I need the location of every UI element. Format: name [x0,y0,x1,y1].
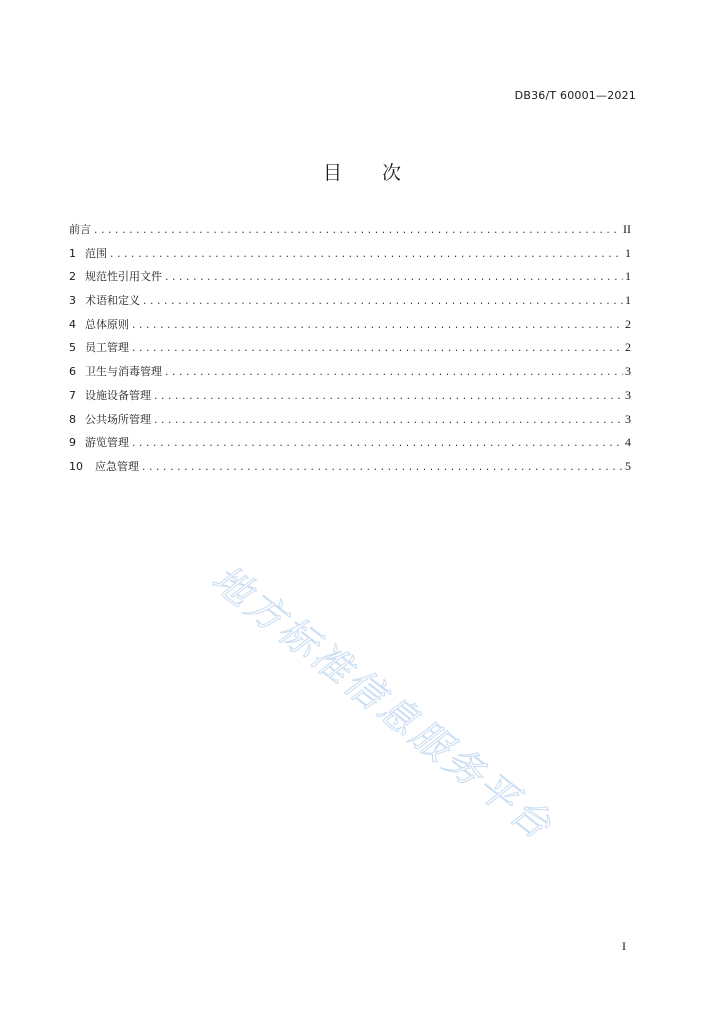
toc-leader-dots [153,392,623,402]
page-number: I [622,939,626,953]
toc-entry-number: 8 [69,412,76,426]
toc-entry-emergency-management[interactable] [69,458,631,482]
toc-entry-page: 1 [625,293,631,308]
toc-entry-label: 设施设备管理 [85,388,151,402]
toc-entry-page: 3 [625,411,631,426]
toc-entry-page: 1 [625,269,631,284]
toc-entry-number: 5 [69,341,76,355]
toc-entry-page: 3 [625,364,631,379]
toc-entry-number: 7 [69,388,76,402]
toc-entry-facility-management[interactable] [69,387,631,411]
toc-heading-char-1: 目 [322,162,342,184]
toc-entry-number: 2 [69,270,76,284]
toc-entry-scope[interactable] [69,245,631,269]
toc-entry-page: 4 [625,435,631,450]
toc-leader-dots [109,250,623,260]
toc-leader-dots [164,368,623,378]
toc-entry-general-principles[interactable] [69,316,631,340]
table-of-contents [69,221,631,482]
toc-leader-dots [93,226,621,236]
toc-leader-dots [131,321,623,331]
toc-entry-staff-management[interactable] [69,339,631,363]
toc-leader-dots [131,344,623,354]
toc-entry-hygiene-disinfection[interactable] [69,363,631,387]
toc-entry-page: 2 [625,316,631,331]
toc-entry-number: 4 [69,317,76,331]
toc-entry-label: 游览管理 [85,436,129,450]
toc-heading [0,158,724,185]
toc-entry-page: 3 [625,387,631,402]
toc-leader-dots [142,297,623,307]
document-code: DB36/T 60001—2021 [514,89,636,102]
toc-entry-number: 9 [69,436,76,450]
toc-entry-number: 1 [69,246,76,260]
toc-entry-number: 6 [69,365,76,379]
toc-entry-label: 前言 [69,223,91,236]
toc-leader-dots [131,439,623,449]
toc-entry-preface[interactable] [69,221,631,245]
toc-entry-label: 规范性引用文件 [85,270,162,284]
toc-entry-label: 范围 [85,246,107,260]
toc-entry-label: 术语和定义 [85,294,140,308]
toc-entry-page: II [623,222,631,236]
watermark: 地方标准信息服务平台 [203,556,562,850]
toc-entry-label: 员工管理 [85,341,129,355]
toc-heading-char-2: 次 [382,162,402,184]
toc-entry-page: 2 [625,340,631,355]
toc-entry-page: 1 [625,245,631,260]
toc-entry-terms-definitions[interactable] [69,292,631,316]
toc-entry-label: 公共场所管理 [85,412,151,426]
toc-entry-number: 3 [69,294,76,308]
toc-entry-public-places[interactable] [69,411,631,435]
toc-leader-dots [164,273,623,283]
toc-leader-dots [141,463,623,473]
toc-entry-label: 总体原则 [85,317,129,331]
toc-entry-label: 应急管理 [95,459,139,473]
toc-leader-dots [153,416,623,426]
toc-entry-page: 5 [625,458,631,473]
toc-entry-number: 10 [69,459,83,473]
toc-entry-label: 卫生与消毒管理 [85,365,162,379]
toc-entry-tour-management[interactable] [69,434,631,458]
toc-entry-normative-references[interactable] [69,268,631,292]
